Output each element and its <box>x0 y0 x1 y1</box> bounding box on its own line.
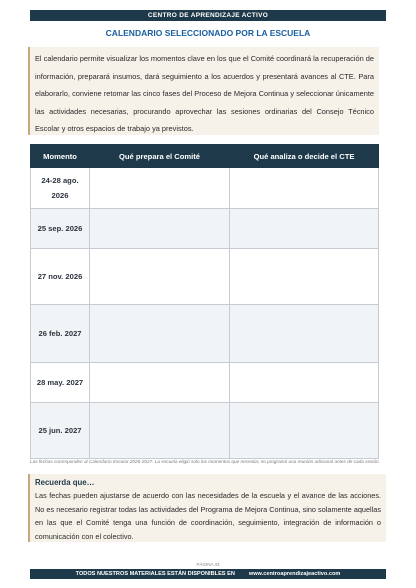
prepara-cell[interactable] <box>90 168 230 209</box>
page-number: PÁGINA 33 <box>196 562 220 567</box>
prepara-cell[interactable] <box>90 305 230 363</box>
calendar-table <box>30 144 379 459</box>
analiza-cell[interactable] <box>230 168 379 209</box>
header-band: CENTRO DE APRENDIZAJE ACTIVO <box>30 10 386 21</box>
prepara-cell[interactable] <box>90 403 230 459</box>
momento-cell: 25 jun. 2027 <box>31 403 90 459</box>
prepara-cell[interactable] <box>90 209 230 249</box>
column-header-analiza: Qué analiza o decide el CTE <box>230 145 379 168</box>
analiza-cell[interactable] <box>230 249 379 305</box>
page-title: CALENDARIO SELECCIONADO POR LA ESCUELA <box>105 28 311 38</box>
prepara-cell[interactable] <box>90 249 230 305</box>
table-row <box>31 305 379 363</box>
recuerda-text: Las fechas pueden ajustarse de acuerdo con las necesidades de la escuela y el avance de las acciones. No es necesario registrar todas las actividades del Programa de Mejora Continua, sino solamente aquellas en las que el Comité tenga una función de coordinación, seguimiento, integración de información o comunicación con el colectivo. <box>35 491 381 541</box>
table-row <box>31 403 379 459</box>
footer-link[interactable]: www.centroaprendizajeactivo.com <box>248 571 341 577</box>
footer-band <box>30 569 386 579</box>
table-row <box>31 363 379 403</box>
momento-cell: 25 sep. 2026 <box>31 209 90 249</box>
analiza-cell[interactable] <box>230 209 379 249</box>
recuerda-title: Recuerda que… <box>35 478 95 487</box>
momento-cell: 27 nov. 2026 <box>31 249 90 305</box>
analiza-cell[interactable] <box>230 403 379 459</box>
table-row <box>31 168 379 209</box>
intro-box <box>28 47 379 135</box>
analiza-cell[interactable] <box>230 305 379 363</box>
column-header-momento: Momento <box>31 145 90 168</box>
table-footnote: Las fechas corresponden al Calendario Escolar 2026-2027. La escuela eligió solo los momentos que necesita; no programó una reunión adicional antes de cada sesión. <box>30 459 380 464</box>
analiza-cell[interactable] <box>230 363 379 403</box>
intro-text: El calendario permite visualizar los momentos clave en los que el Comité coordinará la recuperación de información, preparará insumos, dará seguimiento a los acuerdos y presentará avances al CTE. Para elaborarlo, conviene retomar las cinco fases del Proceso de Mejora Continua y seleccionar únicamente las actividades necesarias, procurando aprovechar las sesiones ordinarias del Consejo Técnico Escolar y otros espacios de trabajo ya previstos. <box>35 54 374 133</box>
momento-cell: 28 may. 2027 <box>31 363 90 403</box>
recuerda-box <box>28 474 386 542</box>
footer-text: TODOS NUESTROS MATERIALES ESTÁN DISPONIBLES EN <box>75 571 235 577</box>
prepara-cell[interactable] <box>90 363 230 403</box>
table-row <box>31 249 379 305</box>
table-row <box>31 209 379 249</box>
column-header-prepara: Qué prepara el Comité <box>90 145 230 168</box>
momento-cell: 24-28 ago. 2026 <box>31 168 90 209</box>
table-header-row <box>31 145 379 168</box>
momento-cell: 26 feb. 2027 <box>31 305 90 363</box>
